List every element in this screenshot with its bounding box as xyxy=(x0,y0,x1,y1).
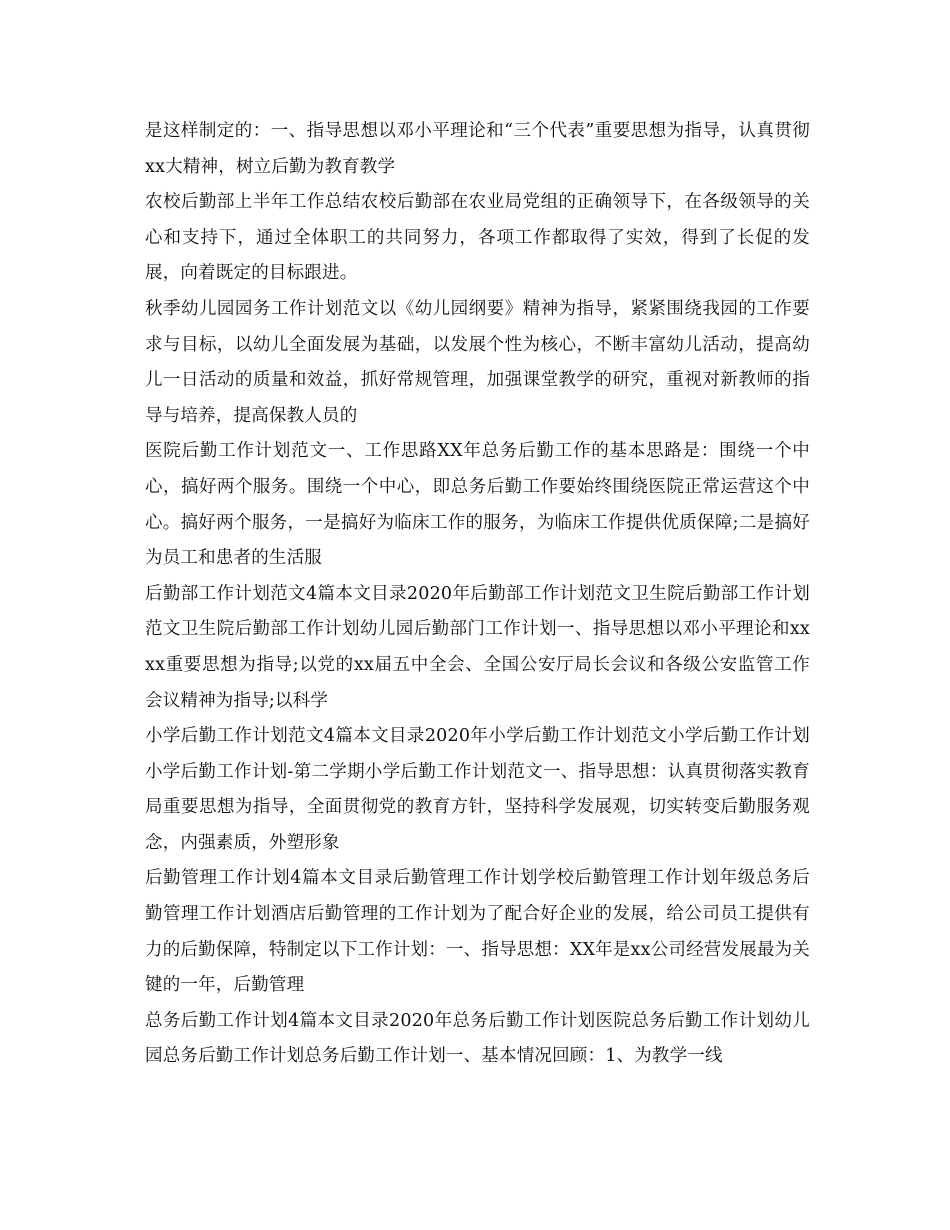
paragraph-6: 小学后勤工作计划范文4篇本文目录2020年小学后勤工作计划范文小学后勤工作计划小学后勤工作计划-第二学期小学后勤工作计划范文一、指导思想：认真贯彻落实教育局重要思想为指导，全面贯彻党的教育方针，坚持科学发展观，切实转变后勤服务观念，内强素质，外塑形象 xyxy=(145,726,810,853)
paragraph-4: 医院后勤工作计划范文一、工作思路XX年总务后勤工作的基本思路是：围绕一个中心，搞好两个服务。围绕一个中心，即总务后勤工作要始终围绕医院正常运营这个中心。搞好两个服务，一是搞好为临床工作的服务，为临床工作提供优质保障;二是搞好为员工和患者的生活服 xyxy=(145,441,810,569)
document-body xyxy=(145,114,810,1075)
paragraph-2: 农校后勤部上半年工作总结农校后勤部在农业局党组的正确领导下，在各级领导的关心和支持下，通过全体职工的共同努力，各项工作都取得了实效，得到了长促的发展，向着既定的目标跟进。 xyxy=(145,192,810,284)
paragraph-8: 总务后勤工作计划4篇本文目录2020年总务后勤工作计划医院总务后勤工作计划幼儿园总务后勤工作计划总务后勤工作计划一、基本情况回顾：1、为教学一线 xyxy=(145,1010,810,1067)
paragraph-1: 是这样制定的：一、指导思想以邓小平理论和“三个代表”重要思想为指导，认真贯彻xx大精神，树立后勤为教育教学 xyxy=(145,121,810,177)
paragraph-7: 后勤管理工作计划4篇本文目录后勤管理工作计划学校后勤管理工作计划年级总务后勤管理工作计划酒店后勤管理的工作计划为了配合好企业的发展，给公司员工提供有力的后勤保障，特制定以下工作计划：一、指导思想：XX年是xx公司经营发展最为关键的一年，后勤管理 xyxy=(145,868,810,996)
paragraph-5: 后勤部工作计划范文4篇本文目录2020年后勤部工作计划范文卫生院后勤部工作计划范文卫生院后勤部工作计划幼儿园后勤部门工作计划一、指导思想以邓小平理论和xxxx重要思想为指导;以党的xx届五中全会、全国公安厅局长会议和各级公安监管工作会议精神为指导;以科学 xyxy=(145,583,810,711)
paragraph-3: 秋季幼儿园园务工作计划范文以《幼儿园纲要》精神为指导，紧紧围绕我园的工作要求与目标，以幼儿全面发展为基础，以发展个性为核心，不断丰富幼儿活动，提高幼儿一日活动的质量和效益，抓好常规管理，加强课堂教学的研究，重视对新教师的指导与培养，提高保教人员的 xyxy=(145,298,810,426)
